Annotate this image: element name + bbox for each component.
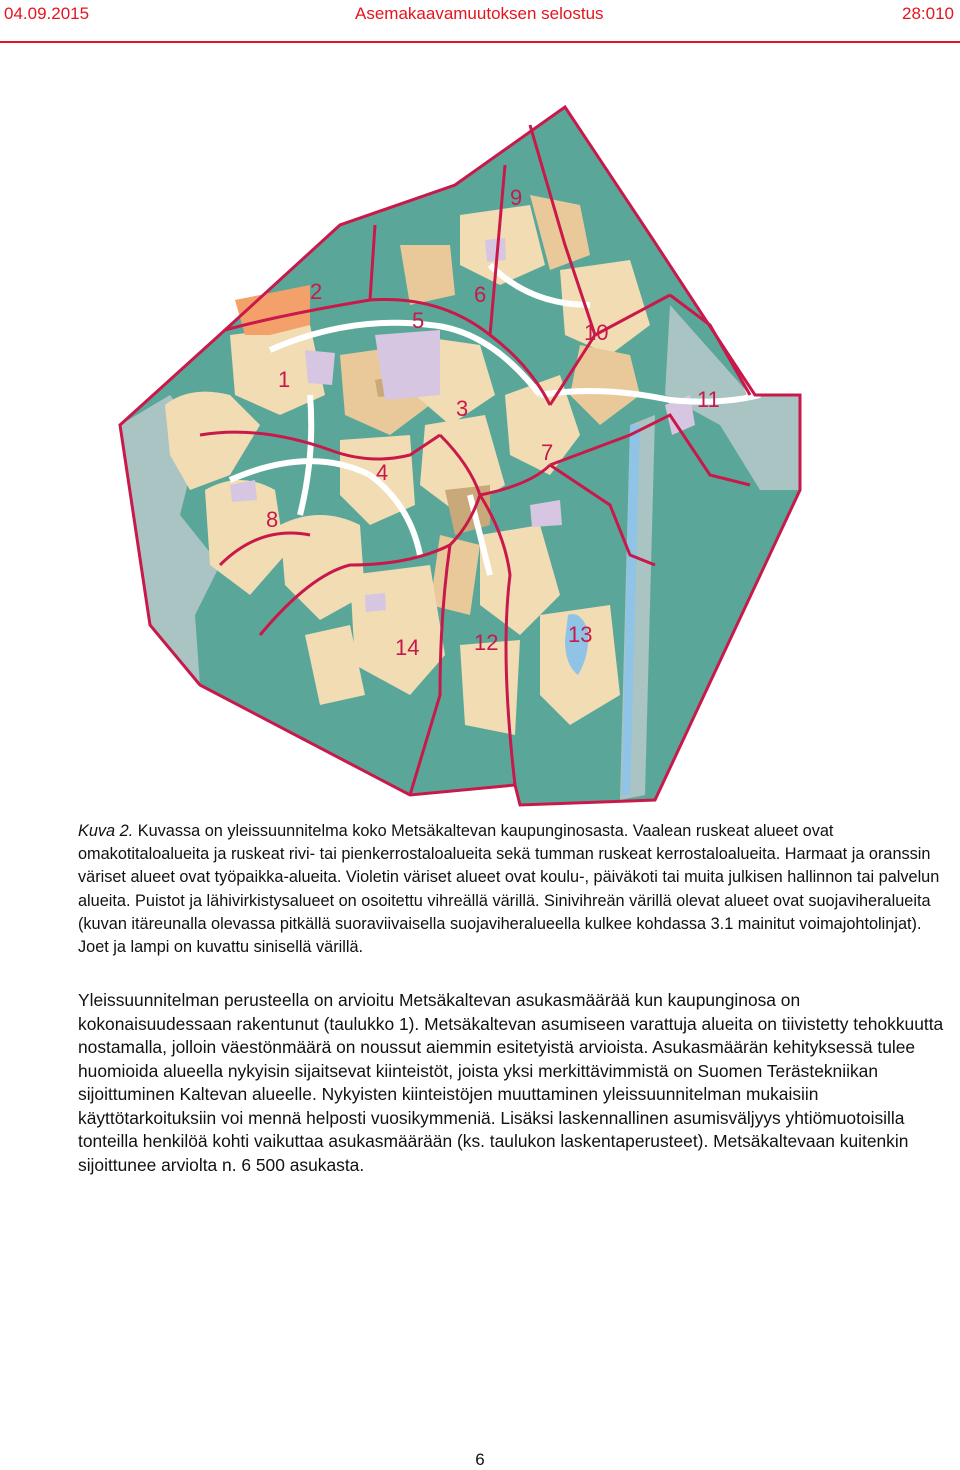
district-label-12: 12 — [474, 630, 499, 655]
district-label-11: 11 — [697, 387, 720, 412]
district-label-5: 5 — [412, 308, 425, 333]
figure-caption — [78, 820, 948, 959]
district-label-2: 2 — [310, 279, 323, 304]
master-plan-map — [110, 95, 820, 815]
page-header — [0, 0, 960, 30]
district-label-3: 3 — [456, 396, 469, 421]
district-label-10: 10 — [584, 320, 609, 345]
district-label-9: 9 — [510, 185, 523, 210]
header-page-ref: 28:010 — [902, 4, 954, 23]
header-date: 04.09.2015 — [4, 4, 90, 23]
district-label-8: 8 — [266, 507, 279, 532]
page-number: 6 — [475, 1450, 485, 1469]
header-rule — [0, 41, 960, 43]
district-label-1: 1 — [278, 367, 291, 392]
district-label-14: 14 — [395, 635, 420, 660]
body-paragraph: Yleissuunnitelman perusteella on arvioitu Metsäkaltevan asukasmäärää kun kaupunginosa on kokonaisuudessaan rakentunut (taulukko 1). Metsäkaltevan asumiseen varattuja alueita on tiivistetty tehokkuutta nostamalla, jolloin väestönmäärä on noussut aiemmin esitetyistä arvioista. Asukasmäärän kehityksessä tulee huomioida alueella nykyisin sijaitsevat kiinteistöt, joista yksi merkittävimmistä on Suomen Terästekniikan sijoittuminen Kaltevan alueelle. Nykyisten kiinteistöjen muuttaminen yleissuunnitelman mukaisiin käyttötarkoituksiin voi mennä helposti vuosikymmeniä. Lisäksi laskennallinen asumisväljyys yhtiömuotoisilla tonteilla henkilöä kohti vaikuttaa asukasmäärään (ks. taulukon laskentaperusteet). Metsäkaltevaan kuitenkin sijoittunee arviolta n. 6 500 asukasta. — [78, 990, 944, 1175]
district-label-6: 6 — [474, 282, 487, 307]
public-area-14 — [365, 593, 386, 612]
caption-text: Kuvassa on yleissuunnitelma koko Metsäkaltevan kaupunginosasta. Vaalean ruskeat alueet ovat omakotitaloalueita ja ruskeat rivi- tai pienkerrostaloalueita sekä tumman ruskeat kerrostaloalueita. Harmaat ja oranssin väriset alueet ovat työpaikka-alueita. Violetin väriset alueet ovat koulu-, päiväkoti tai muita julkisen hallinnon tai palvelun alueita. Puistot ja lähivirkistysalueet on osoitettu vihreällä värillä. Sinivihreän värillä olevat alueet ovat suojaviheralueita (kuvan itäreunalla olevassa pitkällä suoraviivaisella suojaviheralueella kulkee kohdassa 3.1 mainitut voimajohtolinjat). Joet ja lampi on kuvattu sinisellä värillä. — [78, 822, 940, 957]
district-label-4: 4 — [376, 460, 389, 485]
district-label-13: 13 — [568, 622, 593, 647]
public-area-5 — [375, 330, 440, 400]
district-label-7: 7 — [541, 440, 554, 465]
public-area-1 — [305, 350, 335, 385]
header-title: Asemakaavamuutoksen selostus — [355, 4, 604, 23]
figure-label: Kuva 2. — [78, 822, 134, 840]
